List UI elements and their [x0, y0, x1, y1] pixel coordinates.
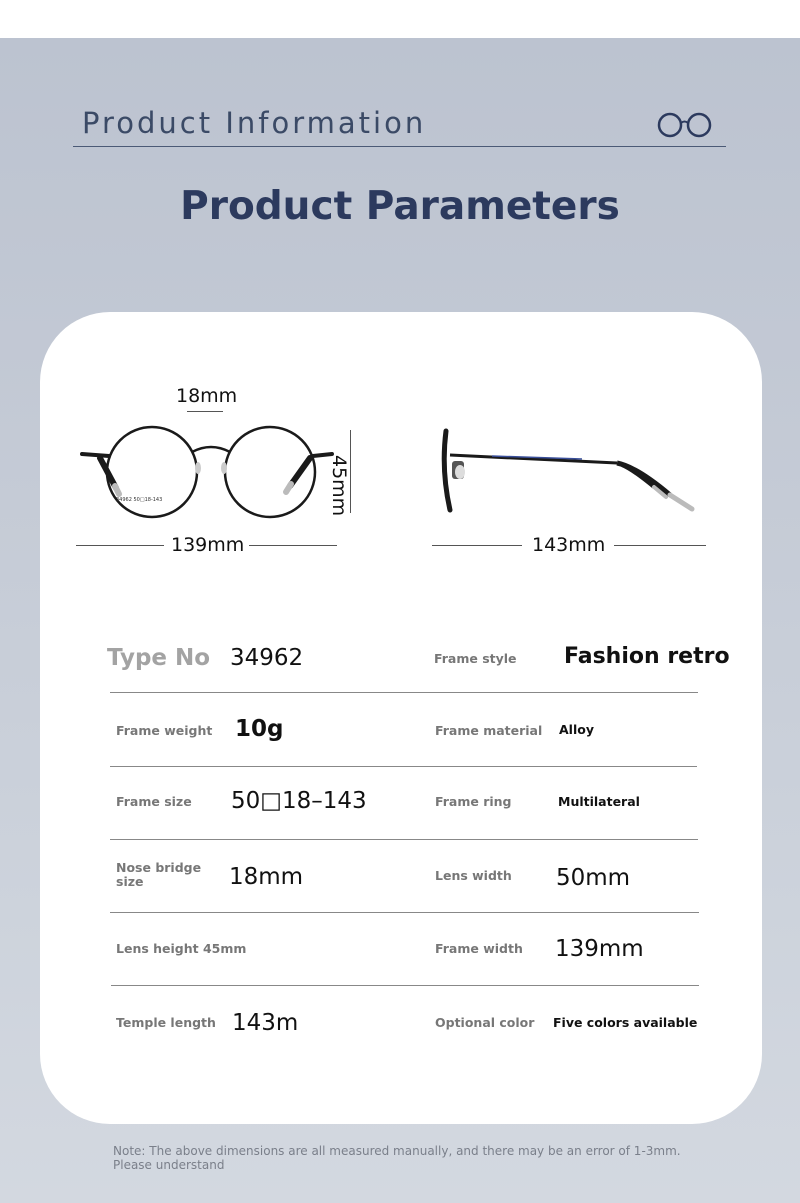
- frame-width-value: 139mm: [555, 936, 644, 962]
- optional-color-label: Optional color: [435, 1015, 535, 1030]
- lens-height-label: Lens height 45mm: [116, 941, 247, 956]
- measurement-note: [113, 1144, 713, 1172]
- type-no-label: Type No: [107, 645, 211, 671]
- frame-engraving: 34962 50□18-143: [116, 497, 163, 503]
- frame-material-value: Alloy: [559, 722, 594, 737]
- lens-width-label: Lens width: [435, 868, 512, 883]
- bridge-dimension-line: [187, 411, 223, 412]
- side-view-glasses: [432, 425, 702, 520]
- frame-material-label: Frame material: [435, 723, 543, 738]
- measurement-note-line1: Note: The above dimensions are all measured manually, and there may be an error of 1-3mm.: [113, 1144, 681, 1158]
- product-parameters-heading: Product Parameters: [180, 184, 620, 229]
- height-dimension-label: 45mm: [328, 455, 350, 517]
- front-view-glasses: [78, 424, 338, 520]
- row-divider: [110, 692, 698, 693]
- temple-dimension-line-left: [432, 545, 522, 546]
- frame-ring-value: Multilateral: [558, 794, 640, 809]
- nose-bridge-label-cont: size: [116, 874, 144, 889]
- frame-style-label: Frame style: [434, 651, 517, 666]
- row-divider: [110, 766, 697, 767]
- row-divider: [111, 985, 699, 986]
- glasses-icon: [657, 111, 713, 139]
- frame-weight-label: Frame weight: [116, 723, 213, 738]
- frame-width-label: Frame width: [435, 941, 523, 956]
- heading-underline: [73, 146, 726, 147]
- temple-dimension-label: 143mm: [532, 534, 606, 556]
- bridge-dimension-label: 18mm: [176, 385, 238, 407]
- frame-style-value: Fashion retro: [564, 644, 730, 669]
- row-divider: [110, 839, 698, 840]
- frame-ring-label: Frame ring: [435, 794, 512, 809]
- frame-size-value: 50□18–143: [231, 788, 367, 814]
- temple-length-label: Temple length: [116, 1015, 216, 1030]
- measurement-note-line2: Please understand: [113, 1158, 225, 1172]
- width-dimension-line-right: [249, 545, 337, 546]
- width-dimension-line-left: [76, 545, 164, 546]
- nose-bridge-label: Nose bridge: [116, 860, 202, 875]
- nose-bridge-value: 18mm: [229, 864, 304, 890]
- width-dimension-label: 139mm: [171, 534, 245, 556]
- temple-length-value: 143m: [232, 1010, 299, 1036]
- type-no-value: 34962: [230, 645, 304, 671]
- product-information-heading: Product Information: [82, 106, 427, 140]
- height-dimension-line: [350, 430, 351, 513]
- lens-width-value: 50mm: [556, 865, 631, 891]
- frame-weight-value: 10g: [235, 716, 284, 742]
- frame-size-label: Frame size: [116, 794, 192, 809]
- optional-color-value: Five colors available: [553, 1015, 698, 1030]
- temple-dimension-line-right: [614, 545, 706, 546]
- row-divider: [110, 912, 699, 913]
